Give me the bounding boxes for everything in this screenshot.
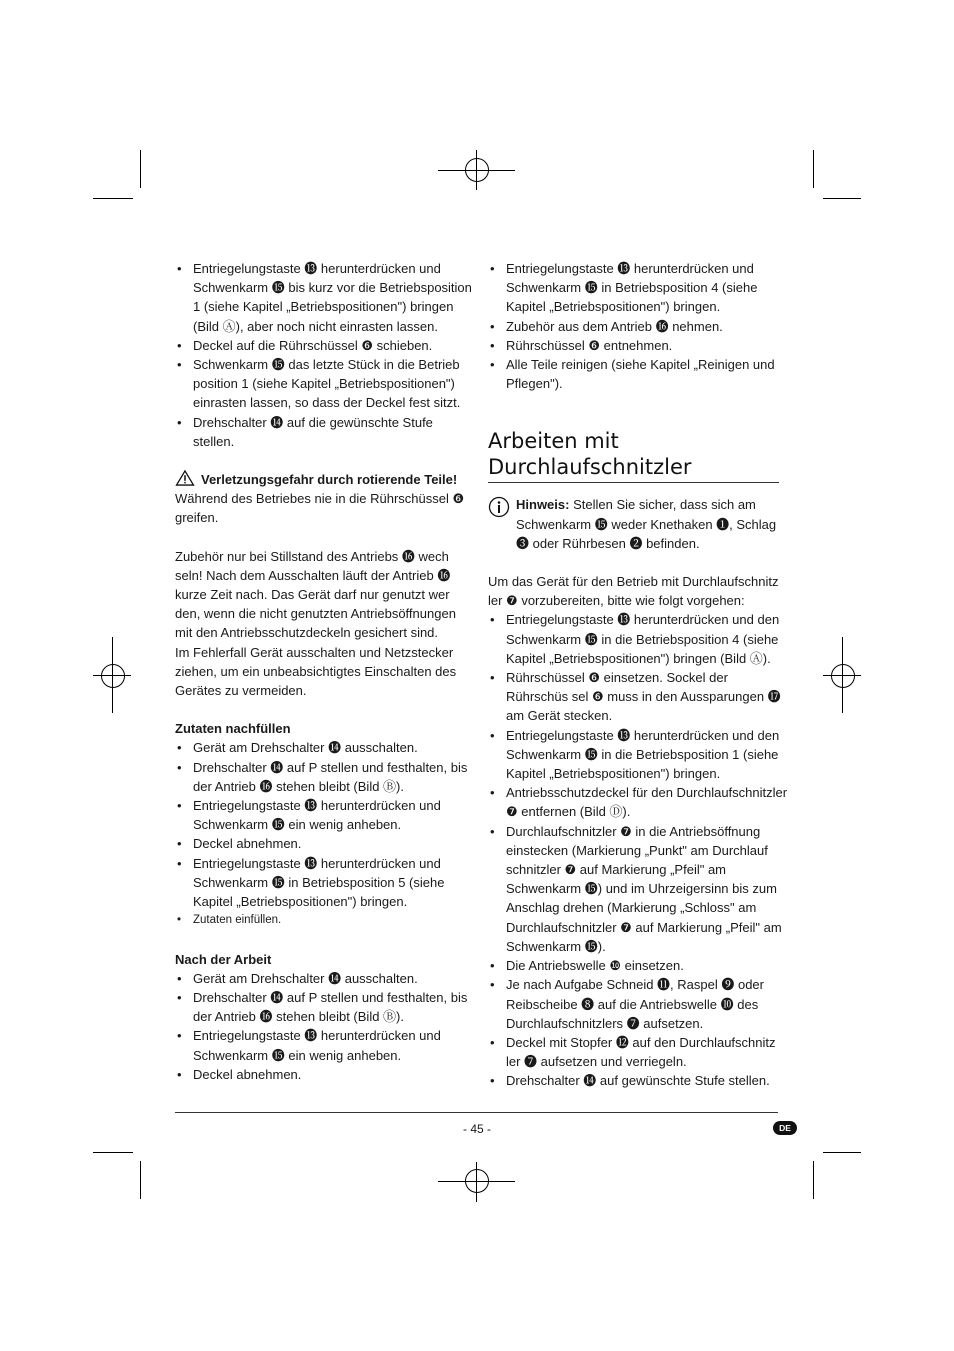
list-item: • Rührschüssel ❻ entnehmen. — [488, 336, 788, 355]
list-item: • Je nach Aufgabe Schneid ⓫, Raspel ❾ oder Reibscheibe ❽ auf die Antriebswelle ❿ des Durchlaufschnitzlers ❼ aufsetzen. — [488, 975, 788, 1033]
list-item: • Drehschalter ⓮ auf die gewünschte Stufe stellen. — [175, 413, 475, 451]
language-badge: DE — [773, 1121, 797, 1135]
fault-paragraph: Im Fehlerfall Gerät ausschalten und Netzstecker ziehen, um ein unbeabsichtigtes Einschalten des Gerätes zu vermeiden. — [175, 644, 457, 699]
list-item: • Drehschalter ⓮ auf P stellen und festhalten, bis der Antrieb ⓰ stehen bleibt (Bild Ⓑ). — [175, 758, 475, 796]
list-item: • Drehschalter ⓮ auf P stellen und festhalten, bis der Antrieb ⓰ stehen bleibt (Bild Ⓑ). — [175, 988, 475, 1026]
list-item: • Zubehör aus dem Antrieb ⓰ nehmen. — [488, 317, 788, 336]
prep-intro: Um das Gerät für den Betrieb mit Durchlaufschnitz ler ❼ vorzubereiten, bitte wie folgt vorgehen: — [488, 574, 779, 609]
list-item: • Durchlaufschnitzler ❼ in die Antriebsöffnung einstecken (Markierung „Punkt" am Durchlauf schnitzler ❼ auf Markierung „Pfeil" am Schwenkarm ⓯) und im Uhrzeigersinn bis zum Anschlag drehen (Markierung „Schloss" am Durchlaufschnitzler ❼ auf Markierung „Pfeil" am Schwenkarm ⓯). — [488, 822, 788, 956]
list-item: • Entriegelungstaste ⓭ herunterdrücken und Schwenkarm ⓯ ein wenig anheben. — [175, 796, 475, 834]
cleanup-steps-list — [488, 259, 788, 393]
list-item: • Entriegelungstaste ⓭ herunterdrücken und Schwenkarm ⓯ in Betriebsposition 4 (siehe Kapitel „Betriebspositionen") bringen. — [488, 259, 788, 317]
list-item: • Alle Teile reinigen (siehe Kapitel „Reinigen und Pflegen"). — [488, 355, 788, 393]
list-item: • Entriegelungstaste ⓭ herunterdrücken und den Schwenkarm ⓯ in die Betriebsposition 1 (siehe Kapitel „Betriebspositionen") bringen. — [488, 726, 788, 784]
refill-steps-list — [175, 738, 475, 930]
list-item: • Entriegelungstaste ⓭ herunterdrücken und den Schwenkarm ⓯ in die Betriebsposition 4 (siehe Kapitel „Betriebspositionen") bringen (Bild Ⓐ). — [488, 610, 788, 668]
list-item: • Zutaten einfüllen. — [175, 911, 475, 930]
page-number: - 45 - — [462, 1122, 491, 1136]
list-item: • Deckel auf die Rührschüssel ❻ schieben. — [175, 336, 475, 355]
list-item: • Entriegelungstaste ⓭ herunterdrücken und Schwenkarm ⓯ bis kurz vor die Betriebsposition 1 (siehe Kapitel „Betriebspositionen") bringen (Bild Ⓐ), aber noch nicht einrasten lassen. — [175, 259, 475, 336]
section-title-after-work: Nach der Arbeit — [175, 951, 272, 967]
section-title-refill: Zutaten nachfüllen — [175, 721, 291, 737]
section-heading: Arbeiten mit Durchlaufschnitzler — [488, 428, 779, 483]
list-item: • Schwenkarm ⓯ das letzte Stück in die Betrieb position 1 (siehe Kapitel „Betriebspositionen") einrasten lassen, so dass der Deckel fest sitzt. — [175, 355, 475, 413]
list-item: • Entriegelungstaste ⓭ herunterdrücken und Schwenkarm ⓯ ein wenig anheben. — [175, 1026, 475, 1064]
note-box — [488, 495, 788, 553]
left-column — [175, 259, 475, 1084]
note-label: Hinweis: — [516, 497, 570, 513]
list-item: • Drehschalter ⓮ auf gewünschte Stufe stellen. — [488, 1071, 788, 1090]
footer-divider — [175, 1112, 778, 1113]
info-circle-icon — [488, 496, 510, 518]
warning-body: Während des Betriebes nie in die Rührschüssel ❻ greifen. — [175, 491, 465, 526]
list-item: • Gerät am Drehschalter ⓮ ausschalten. — [175, 738, 475, 757]
warning-triangle-icon — [175, 470, 195, 486]
list-item: • Deckel abnehmen. — [175, 834, 475, 853]
prep-steps-list — [488, 610, 788, 1090]
after-work-steps-list — [175, 969, 475, 1084]
list-item: • Deckel mit Stopfer ⓬ auf den Durchlaufschnitz ler ❼ aufsetzen und verriegeln. — [488, 1033, 788, 1071]
list-item: • Die Antriebswelle ❿ einsetzen. — [488, 956, 788, 975]
list-item: • Entriegelungstaste ⓭ herunterdrücken und Schwenkarm ⓯ in Betriebsposition 5 (siehe Kapitel „Betriebspositionen") bringen. — [175, 854, 475, 912]
list-item: • Antriebsschutzdeckel für den Durchlaufschnitzler ❼ entfernen (Bild Ⓓ). — [488, 783, 788, 821]
right-column — [488, 259, 788, 1091]
note-text: Stellen Sie sicher, dass sich am Schwenkarm ⓯ weder Knethaken ❶, Schlag ❸ oder Rührbesen ❷ befinden. — [516, 497, 777, 551]
intro-steps-list — [175, 259, 475, 451]
warning-title: Verletzungsgefahr durch rotierende Teile! — [201, 472, 458, 488]
list-item: • Gerät am Drehschalter ⓮ ausschalten. — [175, 969, 475, 988]
list-item: • Rührschüssel ❻ einsetzen. Sockel der Rührschüs sel ❻ muss in den Aussparungen ⓱ am Gerät stecken. — [488, 668, 788, 726]
list-item: • Deckel abnehmen. — [175, 1065, 475, 1084]
warning-heading — [175, 470, 475, 489]
accessory-paragraph: Zubehör nur bei Stillstand des Antriebs ⓰ wech seln! Nach dem Ausschalten läuft der Antrieb ⓰ kurze Zeit nach. Das Gerät darf nur genutzt wer den, wenn die nicht genutzten Antriebsöffnungen mit den Antriebsschutzdeckeln gesichert sind. — [175, 548, 456, 641]
